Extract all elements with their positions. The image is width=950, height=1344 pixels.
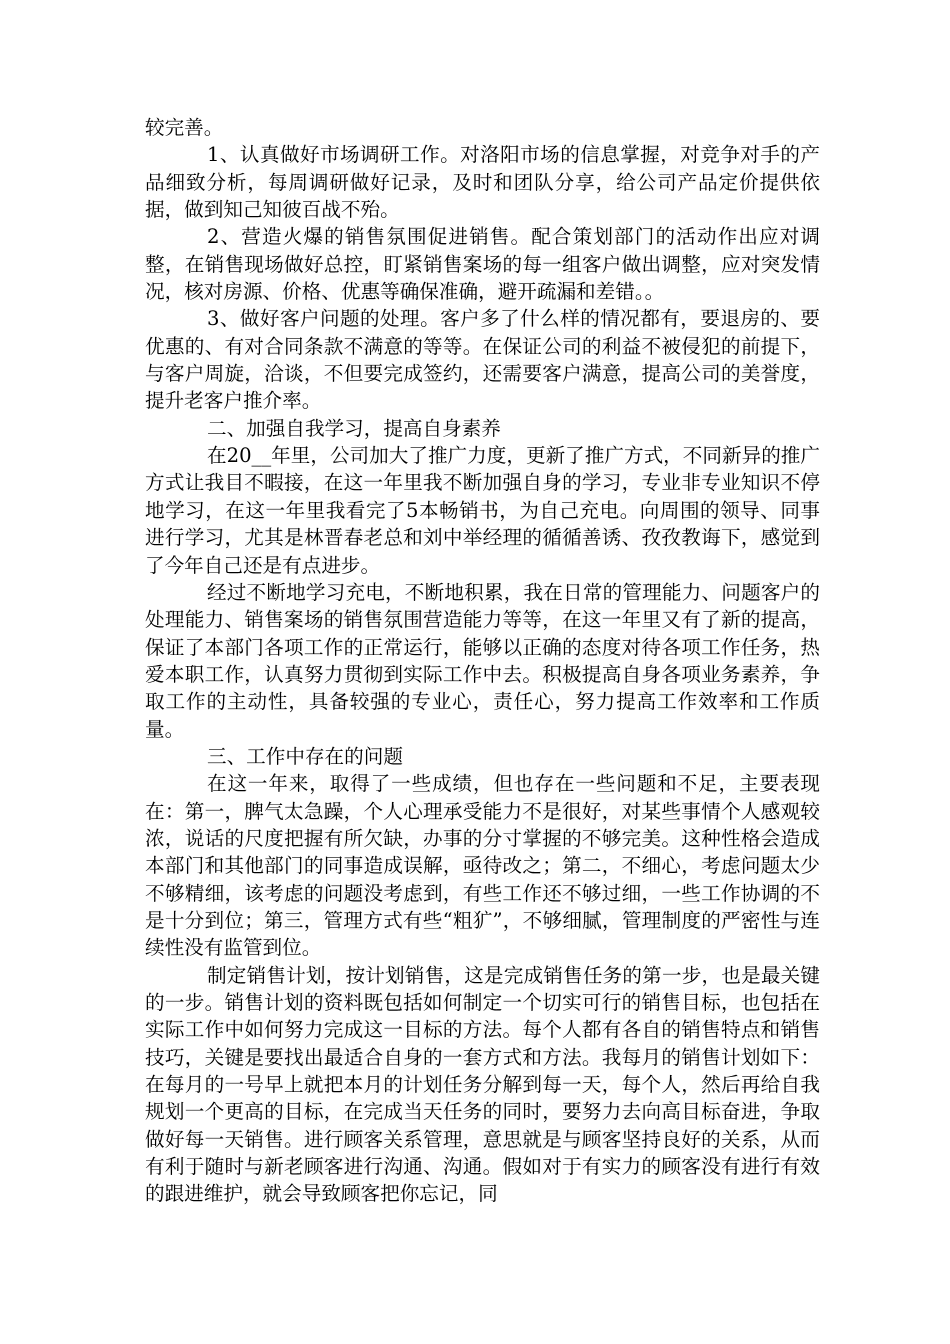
paragraph: 3、做好客户问题的处理。客户多了什么样的情况都有，要退房的、要优惠的、有对合同条款不满意的等等。在保证公司的利益不被侵犯的前提下，与客户周旋，洽谈，不但要完成签约，还需要客户满意，提高公司的美誉度，提升老客户推介率。 (145, 307, 820, 413)
paragraph: 在这一年来，取得了一些成绩，但也存在一些问题和不足，主要表现在：第一，脾气太急躁，个人心理承受能力不是很好，对某些事情个人感观较浓，说话的尺度把握有所欠缺，办事的分寸掌握的不够完美。这种性格会造成本部门和其他部门的同事造成误解，亟待改之；第二，不细心，考虑问题太少不够精细，该考虑的问题没考虑到，有些工作还不够过细，一些工作协调的不是十分到位；第三，管理方式有些“粗犷”，不够细腻，管理制度的严密性与连续性没有监管到位。 (145, 772, 820, 960)
document-page (145, 114, 820, 1208)
paragraph: 较完善。 (145, 116, 224, 139)
paragraph: 2、营造火爆的销售氛围促进销售。配合策划部门的活动作出应对调整，在销售现场做好总控，盯紧销售案场的每一组客户做出调整，应对突发情况，核对房源、价格、优惠等确保准确，避开疏漏和差错。。 (145, 225, 820, 304)
paragraph: 制定销售计划，按计划销售，这是完成销售任务的第一步，也是最关键的一步。销售计划的资料既包括如何制定一个切实可行的销售目标，也包括在实际工作中如何努力完成这一目标的方法。每个人都有各自的销售特点和销售技巧，关键是要找出最适合自身的一套方式和方法。我每月的销售计划如下：在每月的一号早上就把本月的计划任务分解到每一天，每个人，然后再给自我规划一个更高的目标，在完成当天任务的同时，要努力去向高目标奋进，争取做好每一天销售。进行顾客关系管理，意思就是与顾客坚持良好的关系，从而有利于随时与新老顾客进行沟通、沟通。假如对于有实力的顾客没有进行有效的跟进维护，就会导致顾客把你忘记，同 (145, 963, 820, 1206)
section-heading: 三、工作中存在的问题 (207, 744, 403, 768)
paragraph: 经过不断地学习充电，不断地积累，我在日常的管理能力、问题客户的处理能力、销售案场的销售氛围营造能力等等，在这一年里又有了新的提高，保证了本部门各项工作的正常运行，能够以正确的态度对待各项工作任务，热爱本职工作，认真努力贯彻到实际工作中去。积极提高自身各项业务素养，争取工作的主动性，具备较强的专业心，责任心，努力提高工作效率和工作质量。 (145, 580, 820, 741)
paragraph: 1、认真做好市场调研工作。对洛阳市场的信息掌握，对竞争对手的产品细致分析，每周调研做好记录，及时和团队分享，给公司产品定价提供依据，做到知己知彼百战不殆。 (145, 143, 820, 222)
paragraph: 在20__年里，公司加大了推广力度，更新了推广方式，不同新异的推广方式让我目不暇接，在这一年里我不断加强自身的学习，专业非专业知识不停地学习，在这一年里我看完了5本畅销书，为自己充电。向周围的领导、同事进行学习，尤其是林晋春老总和刘中举经理的循循善诱、孜孜教诲下，感觉到了今年自己还是有点进步。 (145, 444, 820, 577)
section-heading: 二、加强自我学习，提高自身素养 (207, 416, 501, 440)
